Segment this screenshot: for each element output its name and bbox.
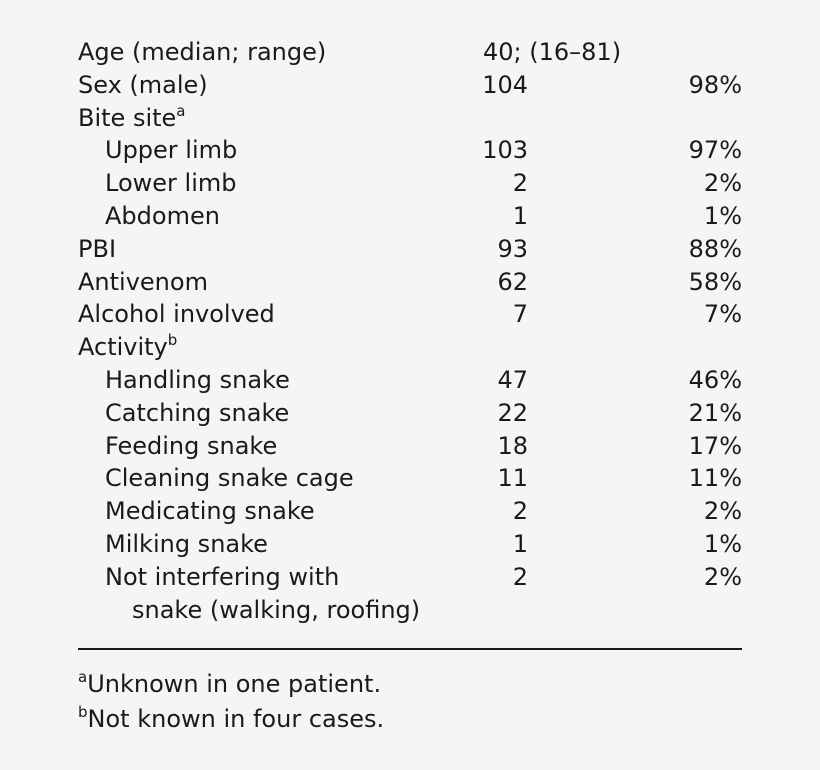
row-percent: 17% (688, 431, 742, 460)
table-row (78, 462, 742, 495)
row-label (105, 430, 277, 463)
row-percent: 21% (688, 398, 742, 427)
row-label (105, 528, 268, 561)
row-percent: 7% (703, 300, 742, 329)
table-bottom-rule (78, 648, 742, 650)
table-row (78, 495, 742, 528)
footnote (78, 703, 742, 738)
footnote-marker: b (167, 331, 178, 350)
table-row (78, 36, 742, 69)
footnote-text: Not known in four cases. (87, 705, 385, 733)
row-label (78, 69, 208, 102)
row-count: 1 (512, 201, 528, 230)
table-row (78, 134, 742, 167)
table-row (78, 200, 742, 233)
row-label (78, 266, 208, 299)
row-percent: 46% (688, 365, 742, 394)
row-percent: 2% (703, 169, 742, 198)
row-percent: 2% (703, 562, 742, 591)
row-label-text: Abdomen (105, 201, 220, 230)
row-label (105, 167, 236, 200)
table-row (78, 430, 742, 463)
row-percent: 88% (688, 234, 742, 263)
row-count: 40; (16–81) (483, 38, 622, 66)
row-label-text: Medicating snake (105, 497, 315, 526)
row-count: 103 (482, 136, 528, 165)
row-count: 93 (497, 234, 528, 263)
footnote-text: Unknown in one patient. (87, 670, 382, 698)
row-label-text: Bite site (78, 103, 177, 132)
row-label (105, 397, 289, 430)
row-percent: 58% (688, 267, 742, 296)
row-label-text: Handling snake (105, 365, 290, 394)
row-count: 1 (512, 529, 528, 558)
row-count: 47 (497, 365, 528, 394)
row-label (105, 495, 315, 528)
row-label-text: Feeding snake (105, 431, 278, 460)
row-count: 18 (497, 431, 528, 460)
row-percent: 98% (688, 70, 742, 99)
row-label (105, 200, 220, 233)
row-count: 11 (497, 464, 528, 493)
row-label-text: Alcohol involved (78, 300, 275, 329)
row-label-text: Catching snake (105, 398, 290, 427)
row-percent: 97% (688, 136, 742, 165)
row-count: 7 (512, 300, 528, 329)
row-percent: 1% (703, 529, 742, 558)
row-label-text: Activity (78, 333, 168, 362)
row-label (105, 462, 354, 495)
row-label (78, 331, 177, 367)
row-label (105, 561, 339, 594)
table-row (78, 528, 742, 561)
row-count: 104 (482, 70, 528, 99)
row-label (105, 364, 290, 397)
row-count: 2 (512, 497, 528, 526)
row-label-text: Milking snake (105, 529, 268, 558)
row-percent: 11% (688, 464, 742, 493)
footnote-marker: a (176, 101, 186, 120)
table-row (78, 233, 742, 266)
table-row (78, 397, 742, 430)
table-row (78, 561, 742, 594)
table-row (78, 102, 742, 135)
row-percent: 1% (703, 201, 742, 230)
table-row (78, 167, 742, 200)
row-count: 62 (497, 267, 528, 296)
footnote-mark: b (78, 703, 88, 721)
row-percent: 2% (703, 497, 742, 526)
row-label (78, 102, 186, 138)
footnotes (78, 668, 742, 738)
table-row (78, 594, 742, 627)
row-count: 2 (512, 169, 528, 198)
row-label (132, 594, 420, 627)
row-count: 22 (497, 398, 528, 427)
footnote (78, 668, 742, 703)
table-row (78, 364, 742, 397)
table-row (78, 331, 742, 364)
table-row (78, 266, 742, 299)
row-label (78, 298, 275, 331)
table-row (78, 298, 742, 331)
row-label-text: Age (median; range) (78, 38, 327, 66)
row-label (78, 233, 116, 266)
row-count: 2 (512, 562, 528, 591)
row-label (105, 134, 237, 167)
row-label-text: snake (walking, roofing) (132, 595, 421, 624)
data-table (78, 36, 742, 626)
row-label-text: Cleaning snake cage (105, 464, 354, 493)
row-label-text: PBI (78, 234, 117, 263)
row-label-text: Sex (male) (78, 70, 208, 99)
row-label-text: Lower limb (105, 169, 237, 198)
row-label (78, 36, 326, 69)
row-label-text: Upper limb (105, 136, 238, 165)
footnote-mark: a (78, 668, 88, 686)
table-row (78, 69, 742, 102)
row-label-text: Antivenom (78, 267, 208, 296)
row-label-text: Not interfering with (105, 562, 340, 591)
